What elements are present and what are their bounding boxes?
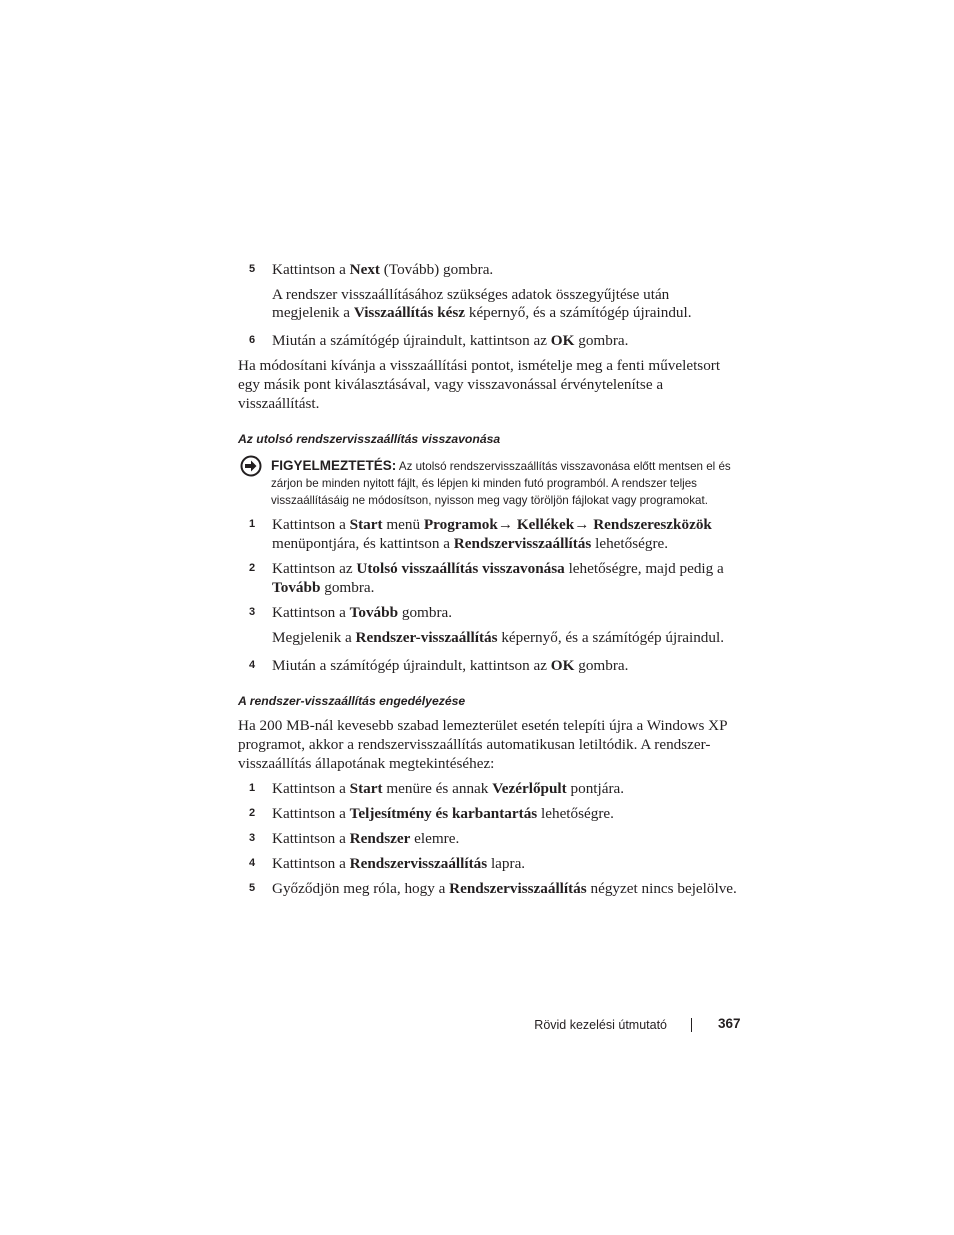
step-note-line: Megjelenik a Rendszer-visszaállítás képernyő, és a számítógép újraindul. [272,629,725,646]
step-number: 6 [249,334,256,346]
step-number: 2 [249,562,256,574]
notice-line: FIGYELMEZTETÉS: Az utolsó rendszervisszaállítás visszavonása előtt mentsen el és [271,458,731,473]
step-number: 1 [249,782,256,794]
step-number: 4 [249,659,256,671]
step-number: 5 [249,263,256,275]
step-number: 3 [249,832,256,844]
paragraph-line: egy másik pont kiválasztásával, vagy visszavonással érvénytelenítse a [238,376,664,393]
step-note-line: megjelenik a Visszaállítás kész képernyő, és a számítógép újraindul. [272,304,692,321]
page-number: 367 [718,1016,741,1031]
step-text: menüpontjára, és kattintson a Rendszervisszaállítás lehetőségre. [272,535,669,552]
step-text: Miután a számítógép újraindult, kattintson az OK gombra. [272,657,629,674]
step-number: 2 [249,807,256,819]
step-text: Miután a számítógép újraindult, kattintson az OK gombra. [272,332,629,349]
step-text: Kattintson a Rendszervisszaállítás lapra. [272,855,526,872]
section-heading: A rendszer-visszaállítás engedélyezése [238,694,466,708]
paragraph-line: programot, akkor a rendszervisszaállítás automatikusan letiltódik. A rendszer- [238,736,711,753]
paragraph-line: Ha 200 MB-nál kevesebb szabad lemezterület esetén telepíti újra a Windows XP [238,717,728,734]
step-text: Kattintson a Next (Tovább) gombra. [272,261,494,278]
step-text: Győződjön meg róla, hogy a Rendszervisszaállítás négyzet nincs bejelölve. [272,880,737,897]
footer-title: Rövid kezelési útmutató [534,1018,667,1032]
notice-label: FIGYELMEZTETÉS: [271,458,397,473]
section-heading: Az utolsó rendszervisszaállítás visszavonása [238,432,501,446]
notice-line: visszaállításáig ne módosítson, nyisson meg vagy töröljön fájlokat vagy programokat. [271,494,708,507]
step-number: 1 [249,518,256,530]
step-text: Kattintson az Utolsó visszaállítás visszavonása lehetőségre, majd pedig a [272,560,724,577]
notice-line: zárjon be minden nyitott fájlt, és lépjen ki minden futó programból. A rendszer teljes [271,477,697,490]
paragraph-line: visszaállítást. [238,395,320,412]
step-text: Kattintson a Start menü Programok→ Kellékek→ Rendszereszközök [272,516,712,533]
step-text: Kattintson a Start menüre és annak Vezérlőpult pontjára. [272,780,625,797]
step-text: Kattintson a Teljesítmény és karbantartás lehetőségre. [272,805,614,822]
footer-divider [691,1018,692,1032]
notice-arrow-icon [240,455,262,477]
step-text: Tovább gombra. [272,579,375,596]
step-note-line: A rendszer visszaállításához szükséges adatok összegyűjtése után [272,286,670,303]
step-text: Kattintson a Rendszer elemre. [272,830,460,847]
step-number: 3 [249,606,256,618]
step-number: 4 [249,857,256,869]
paragraph-line: Ha módosítani kívánja a visszaállítási pontot, ismételje meg a fenti műveletsort [238,357,721,374]
step-text: Kattintson a Tovább gombra. [272,604,453,621]
paragraph-line: visszaállítás állapotának megtekintéséhez: [238,755,495,772]
step-number: 5 [249,882,256,894]
